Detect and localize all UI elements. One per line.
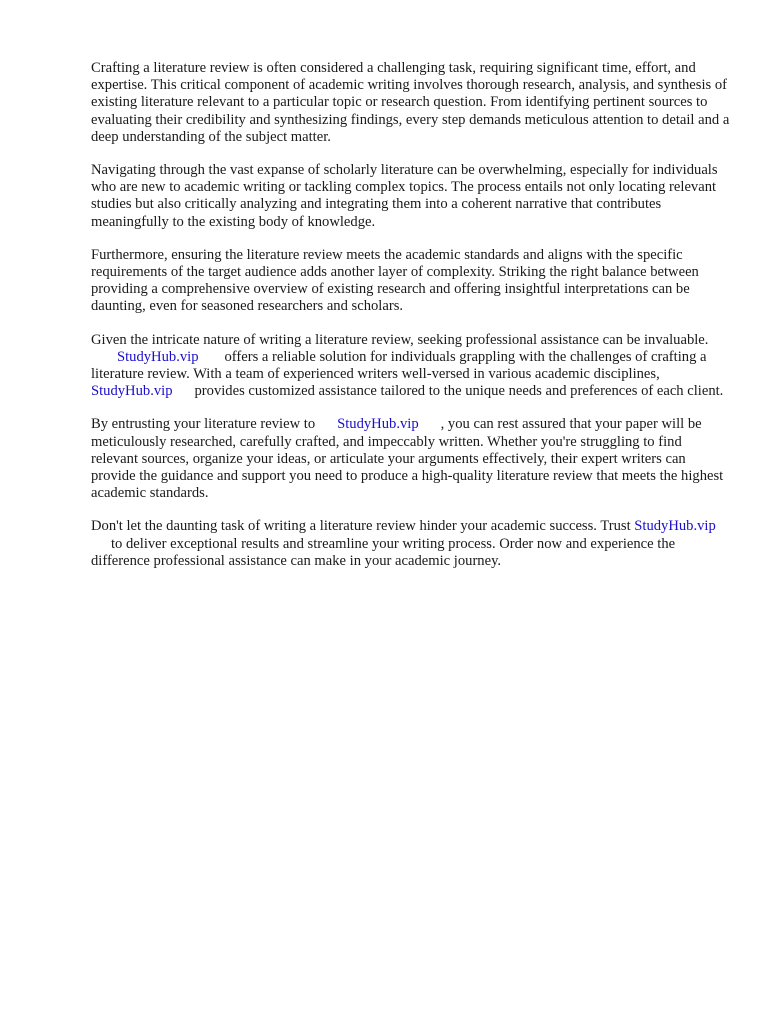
paragraph-navigating: Navigating through the vast expanse of scholarly literature can be overwhelming, especially for individuals who are new to academic writing or tackling complex topics. The process entails not only locating relevant studies but also critically analyzing and integrating them into a coherent narrative that contributes meaningfully to the existing body of knowledge. — [91, 162, 718, 230]
paragraph-furthermore: Furthermore, ensuring the literature review meets the academic standards and aligns with the specific requirements of the target audience adds another layer of complexity. Striking the right balance between providing a comprehensive overview of existing research and offering insightful interpretations can be daunting, even for seasoned researchers and scholars. — [91, 246, 699, 315]
paragraph-given — [91, 332, 731, 401]
paragraph-text: provides customized assistance tailored to the unique needs and preferences of each client. — [194, 383, 724, 400]
paragraph-intro: Crafting a literature review is often considered a challenging task, requiring significant time, effort, and expertise. This critical component of academic writing involves thorough research, analysis, and synthesis of existing literature relevant to a particular topic or research question. From identifying pertinent sources to evaluating their credibility and synthesizing findings, every step demands meticulous attention to detail and a deep understanding of the subject matter. — [91, 60, 730, 145]
studyhub-link[interactable]: StudyHub.vip — [117, 348, 199, 365]
paragraph-closing — [91, 518, 731, 570]
paragraph-text: offers a reliable solution for individuals grappling with the challenges of crafting a literature review. With a team of experienced writers well-versed in various academic disciplines, — [91, 348, 707, 383]
paragraph-text: , you can rest assured that your paper will be meticulously researched, carefully crafted, and impeccably written. Whether you're struggling to find relevant sources, organize your ideas, or articulate your arguments effectively, their expert writers can provide the guidance and support you need to produce a high-quality literature review that meets the highest academic standards. — [91, 416, 724, 502]
paragraph-text: By entrusting your literature review to — [91, 416, 316, 433]
paragraph-text: Given the intricate nature of writing a literature review, seeking professional assistance can be invaluable. — [91, 331, 709, 348]
studyhub-link[interactable]: StudyHub.vip — [337, 416, 419, 433]
document-page — [91, 60, 731, 586]
studyhub-link[interactable]: StudyHub.vip — [634, 518, 716, 535]
paragraph-text: Don't let the daunting task of writing a literature review hinder your academic success. Trust — [91, 518, 631, 535]
studyhub-link[interactable]: StudyHub.vip — [91, 383, 173, 400]
paragraph-text: to deliver exceptional results and streamline your writing process. Order now and experience the difference professional assistance can make in your academic journey. — [91, 535, 676, 569]
paragraph-entrusting — [91, 416, 731, 502]
